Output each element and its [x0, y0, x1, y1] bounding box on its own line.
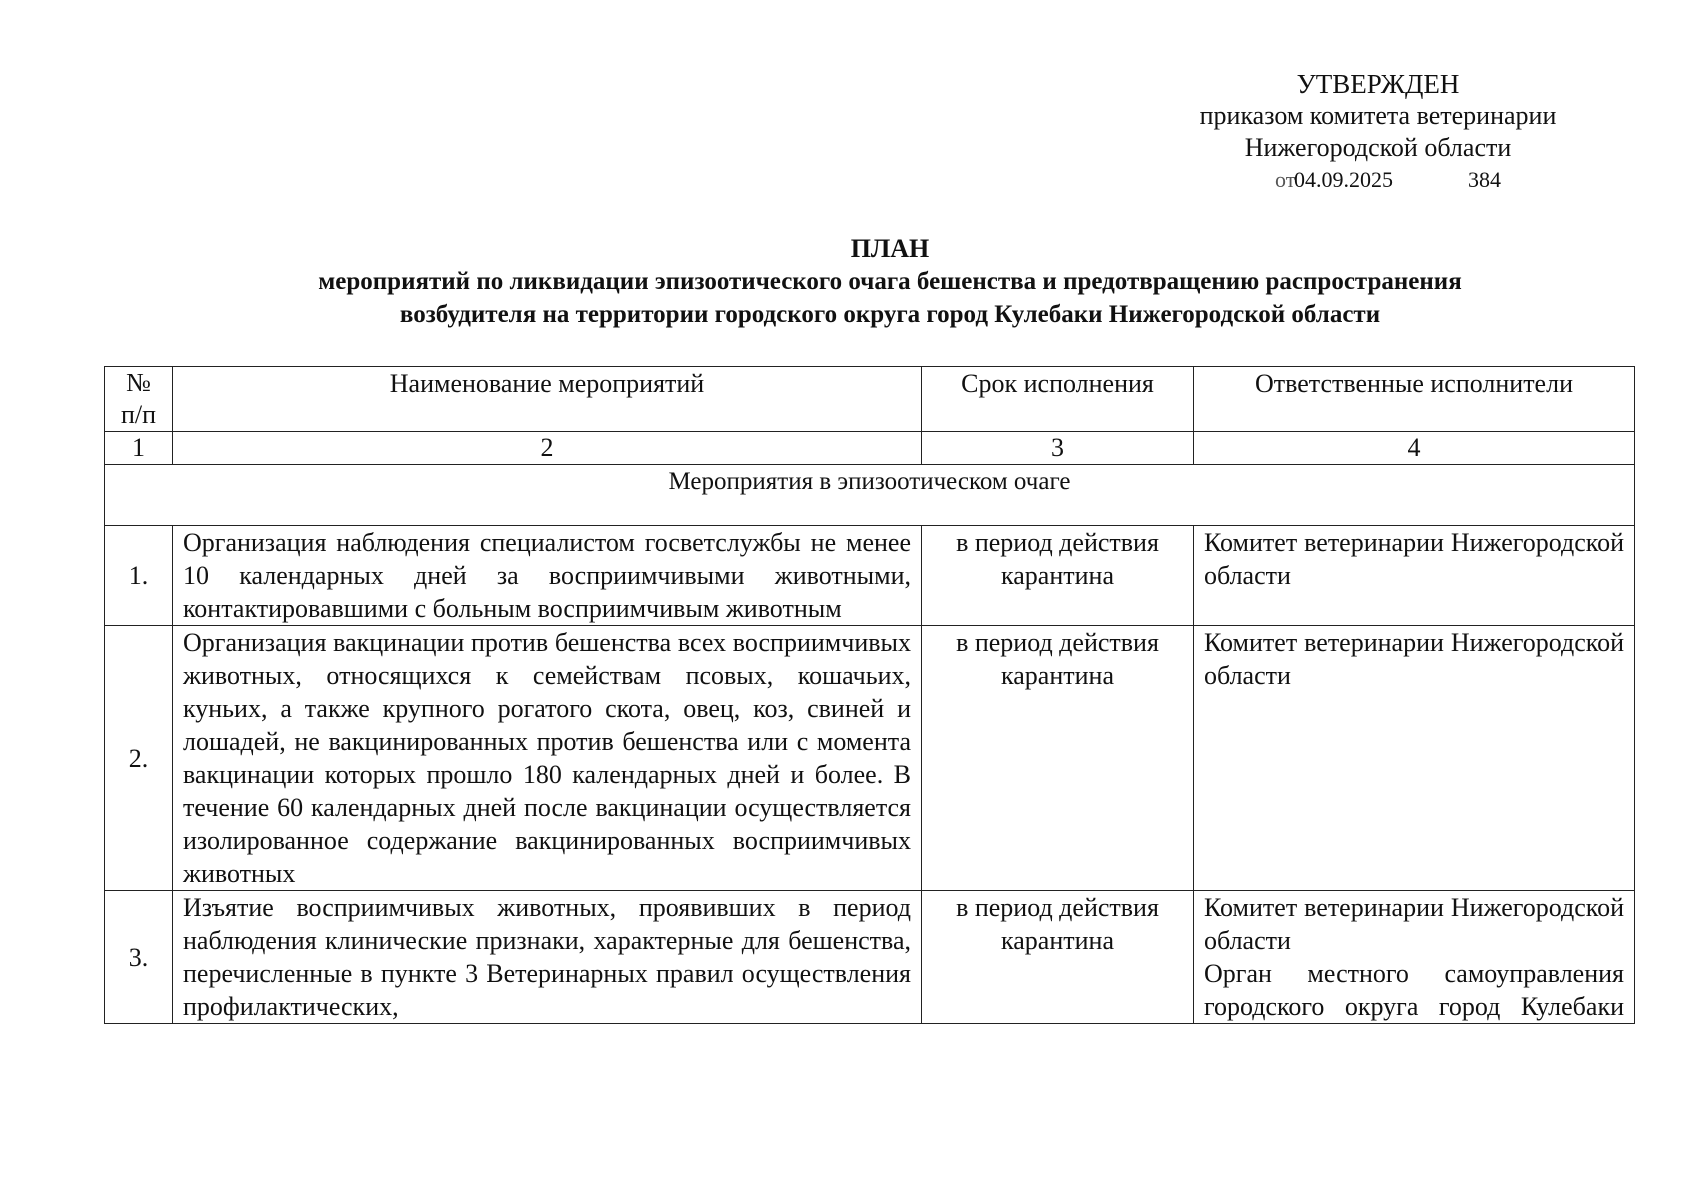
row-num: 1.	[105, 526, 173, 626]
section-row	[105, 465, 1635, 526]
row-resp-secondary: Орган местного самоуправления городского округа город Кулебаки	[1204, 959, 1624, 1021]
approval-order-date: 04.09.2025	[1294, 167, 1393, 192]
table-header-row	[105, 367, 1635, 432]
row-resp-primary: Комитет ветеринарии Нижегородской области	[1204, 628, 1624, 690]
document-title: ПЛАН	[850, 234, 930, 263]
index-cell: 2	[173, 432, 922, 465]
header-term: Срок исполнения	[922, 367, 1194, 432]
approval-title: УТВЕРЖДЕН	[1296, 69, 1460, 99]
document-subtitle-line-1: мероприятий по ликвидации эпизоотического очага бешенства и предотвращению распространения	[318, 268, 1462, 295]
table-index-row	[105, 432, 1635, 465]
index-cell: 4	[1194, 432, 1635, 465]
index-cell: 1	[105, 432, 173, 465]
section-title: Мероприятия в эпизоотическом очаге	[105, 465, 1635, 526]
approval-order-details	[1168, 164, 1588, 196]
row-resp	[1194, 526, 1635, 626]
header-name: Наименование мероприятий	[173, 367, 922, 432]
approval-order-prefix: от	[1275, 167, 1296, 192]
row-resp-primary: Комитет ветеринарии Нижегородской области	[1204, 528, 1624, 590]
approval-stamp	[1168, 68, 1588, 196]
index-cell: 3	[922, 432, 1194, 465]
table-row	[105, 891, 1635, 1024]
approval-order-number: 384	[1468, 167, 1501, 192]
header-num-symbol: №	[126, 368, 151, 397]
approval-region-line: Нижегородской области	[1244, 133, 1512, 162]
plan-table	[104, 366, 1635, 1024]
table-row	[105, 526, 1635, 626]
row-name: Организация вакцинации против бешенства всех восприимчивых животных, относящихся к семействам псовых, кошачьих, куньих, а также крупного рогатого скота, овец, коз, свиней и лошадей, не вакцинированных против бешенства или с момента вакцинации которых прошло 180 календарных дней и более. В течение 60 календарных дней после вакцинации осуществляется изолированное содержание вакцинированных восприимчивых животных	[173, 626, 922, 891]
row-term: в период действия карантина	[922, 526, 1194, 626]
row-name: Организация наблюдения специалистом госветслужбы не менее 10 календарных дней за восприимчивыми животными, контактировавшими с больным восприимчивым животным	[173, 526, 922, 626]
header-resp: Ответственные исполнители	[1194, 367, 1635, 432]
row-name: Изъятие восприимчивых животных, проявивших в период наблюдения клинические признаки, характерные для бешенства, перечисленные в пункте 3 Ветеринарных правил осуществления профилактических,	[173, 891, 922, 1024]
document-subtitle-line-2: возбудителя на территории городского округа город Кулебаки Нижегородской области	[399, 301, 1381, 328]
row-num: 2.	[105, 626, 173, 891]
header-num	[105, 367, 173, 432]
document-heading	[104, 232, 1676, 331]
row-num: 3.	[105, 891, 173, 1024]
row-term: в период действия карантина	[922, 626, 1194, 891]
row-resp	[1194, 891, 1635, 1024]
row-resp-primary: Комитет ветеринарии Нижегородской области	[1204, 893, 1624, 955]
header-num-abbrev: п/п	[120, 400, 157, 429]
table-row	[105, 626, 1635, 891]
row-term: в период действия карантина	[922, 891, 1194, 1024]
approval-order-line: приказом комитета ветеринарии	[1199, 101, 1557, 130]
row-resp	[1194, 626, 1635, 891]
